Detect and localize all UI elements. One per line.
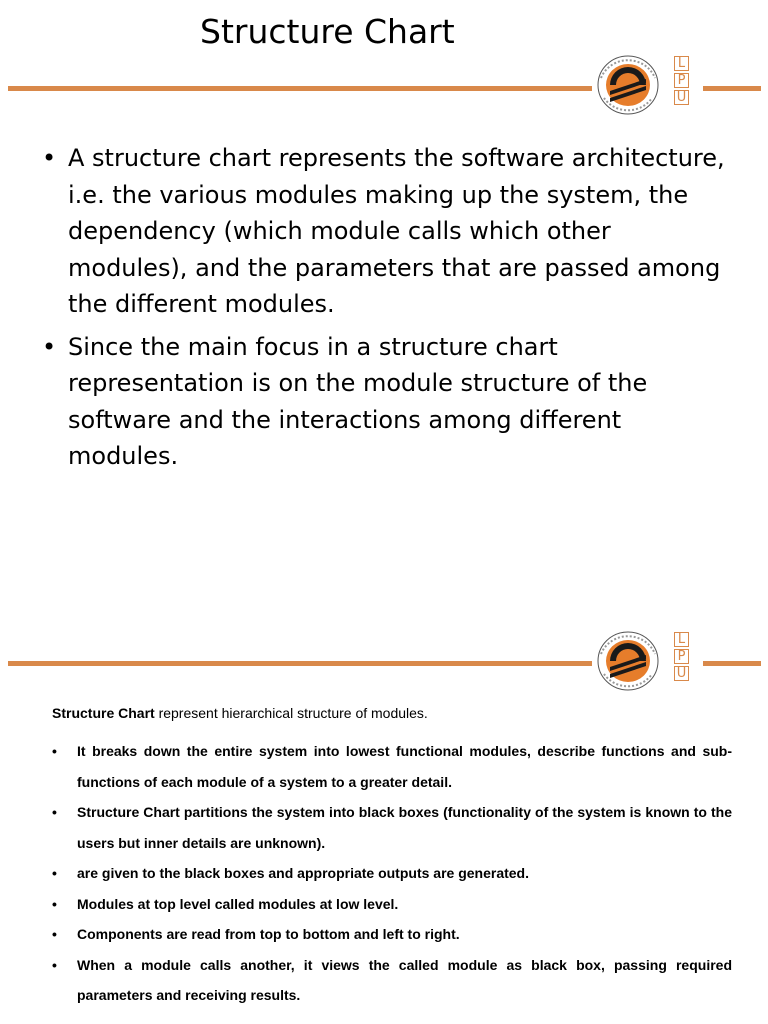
bullet-item <box>42 329 732 475</box>
lpu-letter: L <box>674 56 689 71</box>
bullet-item <box>52 950 732 1011</box>
bullet-text: When a module calls another, it views the called module as black box, passing required parameters and receiving results. <box>77 956 732 1003</box>
bullet-marker: • <box>52 743 57 759</box>
lpu-logo <box>596 630 696 694</box>
bullet-text: are given to the black boxes and appropriate outputs are generated. <box>77 865 529 881</box>
lpu-logo <box>596 54 696 118</box>
lpu-seal-icon <box>596 630 664 694</box>
bullet-marker: • <box>42 332 57 361</box>
bullet-marker: • <box>52 926 57 942</box>
lpu-letter: L <box>674 632 689 647</box>
intro-line <box>52 705 428 721</box>
bullet-item <box>52 858 732 889</box>
lpu-letter: P <box>674 73 689 88</box>
lpu-letter: P <box>674 649 689 664</box>
bullet-item <box>52 736 732 797</box>
bullet-marker: • <box>52 865 57 881</box>
lpu-letter-stack <box>674 632 689 683</box>
header-rule-left <box>8 86 592 91</box>
slide-2-bullet-list <box>52 736 732 1011</box>
bullet-text: Modules at top level called modules at low level. <box>77 895 399 912</box>
header-rule-right <box>703 661 761 666</box>
slide-1-bullet-list <box>42 140 732 481</box>
bullet-item <box>52 889 732 920</box>
bullet-text: It breaks down the entire system into lowest functional modules, describe functions and sub-functions of each module of a system to a greater detail. <box>77 743 732 790</box>
bullet-item <box>52 797 732 858</box>
lpu-seal-icon <box>596 54 664 118</box>
intro-term: Structure Chart <box>52 705 155 721</box>
lpu-letter-stack <box>674 56 689 107</box>
bullet-marker: • <box>52 895 57 912</box>
bullet-marker: • <box>52 804 57 820</box>
header-rule-right <box>703 86 761 91</box>
bullet-text: A structure chart represents the software architecture, i.e. the various modules making up the system, the dependency (which module calls which other modules), and the parameters that are passed among the different modules. <box>68 144 725 318</box>
header-rule-left <box>8 661 592 666</box>
bullet-text: Since the main focus in a structure chart representation is on the module structure of the software and the interactions among different modules. <box>68 332 648 470</box>
intro-text: represent hierarchical structure of modules. <box>154 705 428 721</box>
bullet-text: Structure Chart partitions the system into black boxes (functionality of the system is known to the users but inner details are unknown). <box>77 804 732 851</box>
slide-2 <box>0 600 768 1024</box>
slide-title: Structure Chart <box>200 12 455 51</box>
bullet-marker: • <box>42 144 57 172</box>
bullet-marker: • <box>52 956 57 973</box>
lpu-letter: U <box>674 666 689 681</box>
bullet-item <box>42 140 732 323</box>
bullet-text: Components are read from top to bottom and left to right. <box>77 926 460 942</box>
bullet-item <box>52 919 732 950</box>
lpu-letter: U <box>674 90 689 105</box>
